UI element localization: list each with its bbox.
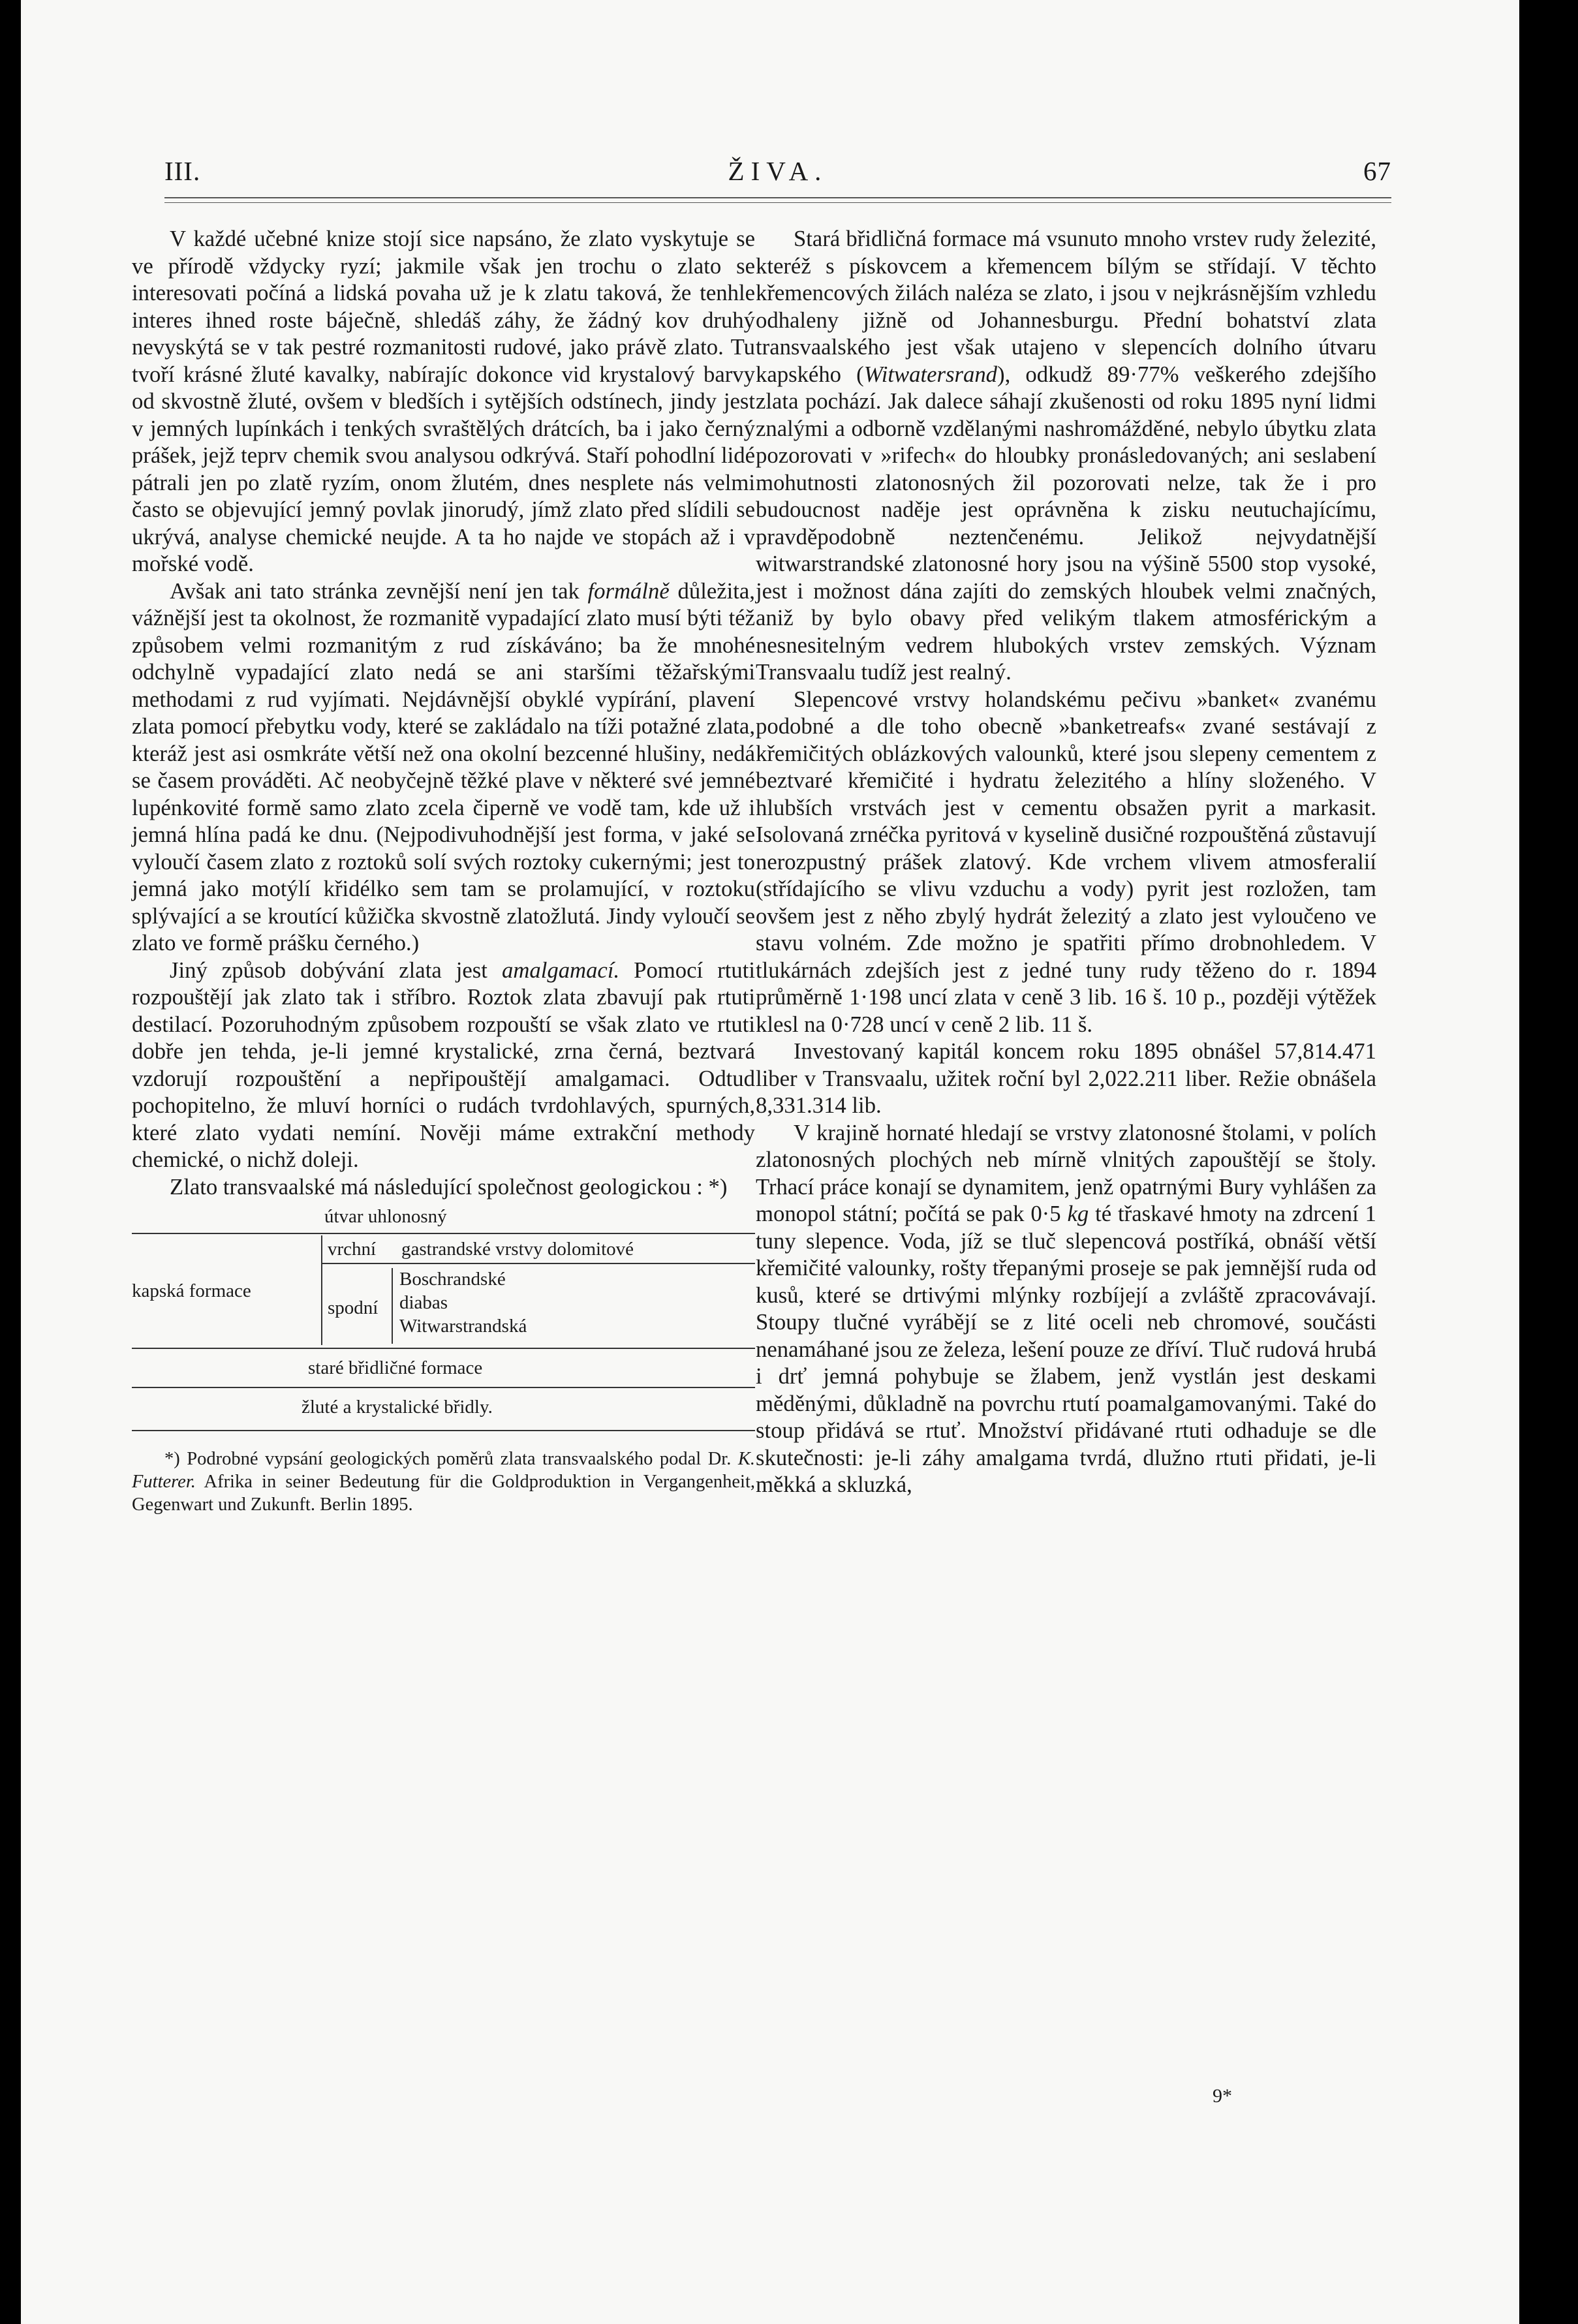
- geo-lower-value: Boschrandské: [399, 1269, 506, 1290]
- paragraph: Stará břidličná formace má vsunuto mnoho vrstev rudy železité, kteréž s pískovcem a křemencem bílým se střídají. V těchto křemencových žilách naléza se zlato, i jsou v nejkrásnějším vzhledu odhaleny jižně od Johannesburgu. Přední bohatství zlata transvaalského jest však utajeno v slepencích dolního útvaru kapského (Witwatersrand), odkudž 89·77% veškerého zdejšího zlata pochází. Jak dalece sáhají zkušenosti od roku 1895 nyní lidmi znalými a odborně vzdělanými nashromážděné, nebylo úbytku zlata pozorovati v »rifech« do hloubky pronásledovaných; ani seslabení mohutnosti zlatonosných žil pozorovati nelze, tak že i pro budoucnost naděje jest oprávněna k zisku neutuchajícímu, pravděpodobně neztenčenému. Jelikož nejvydatnější witwarstrandské zlatonosné hory jsou na výšině 5500 stop vysoké, jest i možnost dána zajíti do zemských hloubek velmi značných, aniž by bylo obavy před velikým tlakem atmosférickým a nesnesitelným vedrem hlubokých vrstev zemských. Význam Transvaalu tudíž jest realný.: [756, 226, 1376, 685]
- emphasis: kg: [1067, 1201, 1089, 1226]
- geo-upper-value: gastrandské vrstvy dolomitové: [401, 1239, 634, 1260]
- right-column: [756, 225, 1376, 1498]
- geo-group-label: kapská formace: [132, 1280, 251, 1301]
- header-rule-thin: [164, 202, 1391, 203]
- geo-rule: [132, 1348, 755, 1349]
- geo-rule: [132, 1387, 755, 1388]
- paragraph: V každé učebné knize stojí sice napsáno, že zlato vyskytuje se ve přírodě vždycky ryzí; jakmile však jen trochu o zlato se interesovati počíná a lidská povaha už je k zlatu taková, že tenhle interes ihned roste báječně, shledáš záhy, že žádný kov druhý nevyskýtá se v tak pestré rozmanitosti rudové, jako právě zlato. Tu tvoří krásné žluté kavalky, nabírajíc dokonce vid krystalový barvy od skvostně žluté, ovšem v bledších i sytějších odstínech, jindy jest v jemných lupínkách i tenkých svraštělých drátcích, ba i jako černý prášek, jejž teprv chemik svou analysou odkrývá. Staří pohodlní lidé pátrali jen po zlatě ryzím, onom žlutém, dnes nesplete nás velmi často se objevující jemný povlak jinorudý, jímž zlato před slídili se ukrývá, analyse chemické neujde. A ta ho najde ve stopách až i v mořské vodě.: [132, 226, 755, 576]
- geo-brace: [321, 1235, 322, 1345]
- geo-top-layer: útvar uhlonosný: [324, 1206, 447, 1227]
- geology-table: [132, 1203, 755, 1441]
- paragraph: Zlato transvaalské má následující společnost geologickou : *): [170, 1173, 728, 1200]
- left-column: [132, 225, 755, 1516]
- page: [21, 0, 1519, 2324]
- geo-rule: [132, 1430, 755, 1431]
- geo-rule: [132, 1233, 755, 1234]
- paragraph: Jiný způsob dobývání zlata jest amalgamací. Pomocí rtuti rozpouštějí jak zlato tak i stříbro. Roztok zlata zbavují pak rtuti destilací. Pozoruhodným způsobem rozpouští se však zlato ve rtuti dobře jen tehda, je-li jemné krystalické, zrna černá, beztvará vzdorují rozpouštění a nepřipouštějí amalgamaci. Odtud pochopitelno, že mluví horníci o rudách tvrdohlavých, spurných, které zlato vydati nemíní. Nověji máme extrakční methody chemické, o nichž doleji.: [132, 957, 755, 1172]
- section-number: III.: [164, 156, 201, 186]
- emphasis: Witwatersrand: [863, 361, 998, 387]
- signature-mark: 9*: [1213, 2085, 1232, 2107]
- geo-below-layer: žluté a krystalické břidly.: [302, 1397, 493, 1418]
- paragraph: V krajině hornaté hledají se vrstvy zlatonosné štolami, v polích zlatonosných plochých neb mírně vlnitých zapouštějí se štoly. Trhací práce konají se dynamitem, jenž opatrnými Bury vyhlášen za monopol státní; počítá se pak 0·5 kg té třaskavé hmoty na zdrcení 1 tuny slepence. Voda, jíž se tluč slepencová postříká, obnáší větší křemičité valounky, rošty třepanými proseje se pak jemnější ruda od kusů, které se drtivými mlýnky rozbíjejí a zvláště zpracovávají. Stoupy tlučné vyrábějí se z lité oceli neb chromové, součásti nenamáhané jsou ze železa, lešení pouze ze dříví. Tluč rudová hrubá i drť jemná pohybuje se žlabem, jenž vystlán jest deskami měděnými, důkladně na povrchu rtutí poamalgamovanými. Také do stoup přidává se rtuť. Množství přidávané rtuti odhaduje se dle skutečnosti: je-li záhy amalgama tvrdá, dlužno rtuti přidati, je-li měkká a skluzká,: [756, 1119, 1376, 1497]
- paragraph: Avšak ani tato stránka zevnější není jen tak formálně důležita, vážnější jest ta okolnost, že rozmanitě vypadající zlato musí býti též způsobem velmi rozmanitým z rud získáváno; ba že mnohé odchylně vypadající zlato nedá se ani staršími těžařskými methodami z rud vyjímati. Nejdávnější obyklé vypírání, plavení zlata pomocí přebytku vody, které se zakládalo na tíži potažné zlata, kteráž jest asi osmkráte větší než ona okolní bezcenné hlušiny, nedá se časem prováděti. Ač neobyčejně těžké plave v některé své jemné lupénkovité formě samo zlato zcela čiperně ve vodě tam, kde už i jemná hlína padá ke dnu. (Nejpodivuhodnější jest forma, v jaké se vyloučí časem zlato z roztoků solí svých roztoky cukernými; jest to jemná jako motýlí křidélko sem tam se prolamující, v roztoku splývající a se kroutící kůžička skvostně zlatožlutá. Jindy vyloučí se zlato ve formě prášku černého.): [132, 578, 755, 955]
- journal-title: ŽIVA.: [728, 156, 828, 186]
- geo-upper-label: vrchní: [328, 1239, 377, 1260]
- running-header: [164, 155, 1391, 193]
- paragraph: Slepencové vrstvy holandskému pečivu »banket« zvanému podobné a dle toho obecně »banketreafs« zvané sestávají z křemičitých oblázkových valounků, které jsou slepeny cementem z beztvaré křemičité i hydratu železitého a hlíny složeného. V hlubších vrstvách jest v cementu obsažen pyrit a markasit. Isolovaná zrnéčka pyritová v kyselině dusičné rozpouštěná zůstavují nerozpustný prášek zlatový. Kde vrchem vlivem atmosferalií (střídajícího se vlivu vzduchu a vody) pyrit jest rozložen, tam ovšem jest z něho zbylý hydrát železitý a zlato jest vyloučeno ve stavu volném. Zde možno je spatřiti přímo drobnohledem. V tlukárnách zdejších jest z jedné tuny rudy těženo do r. 1894 průměrně 1·198 uncí zlata v ceně 3 lib. 16 š. 10 p., později výtěžek klesl na 0·728 uncí v ceně 2 lib. 11 š.: [756, 686, 1376, 1037]
- paragraph: Investovaný kapitál koncem roku 1895 obnášel 57,814.471 liber v Transvaalu, užitek roční byl 2,022.211 liber. Režie obnášela 8,331.314 lib.: [756, 1038, 1376, 1118]
- header-rule: [164, 197, 1391, 198]
- footnote: *) Podrobné vypsání geologických poměrů zlata transvaalského podal Dr. K. Futterer. Afrika in seiner Bedeutung für die Goldproduktion in Vergangenheit, Gegenwart und Zukunft. Berlin 1895.: [132, 1449, 755, 1515]
- page-number: 67: [1363, 156, 1391, 186]
- geo-lower-value: Witwarstrandská: [399, 1316, 527, 1337]
- geo-below-layer: staré břidličné formace: [308, 1357, 483, 1378]
- emphasis: formálně: [587, 578, 670, 604]
- emphasis: amalgamací.: [501, 957, 620, 983]
- geo-lower-value: diabas: [399, 1292, 448, 1313]
- geo-brace: [392, 1268, 393, 1344]
- footnote-author: K. Futterer.: [132, 1449, 755, 1492]
- geo-lower-label: spodní: [328, 1297, 379, 1318]
- geo-rule: [322, 1263, 755, 1264]
